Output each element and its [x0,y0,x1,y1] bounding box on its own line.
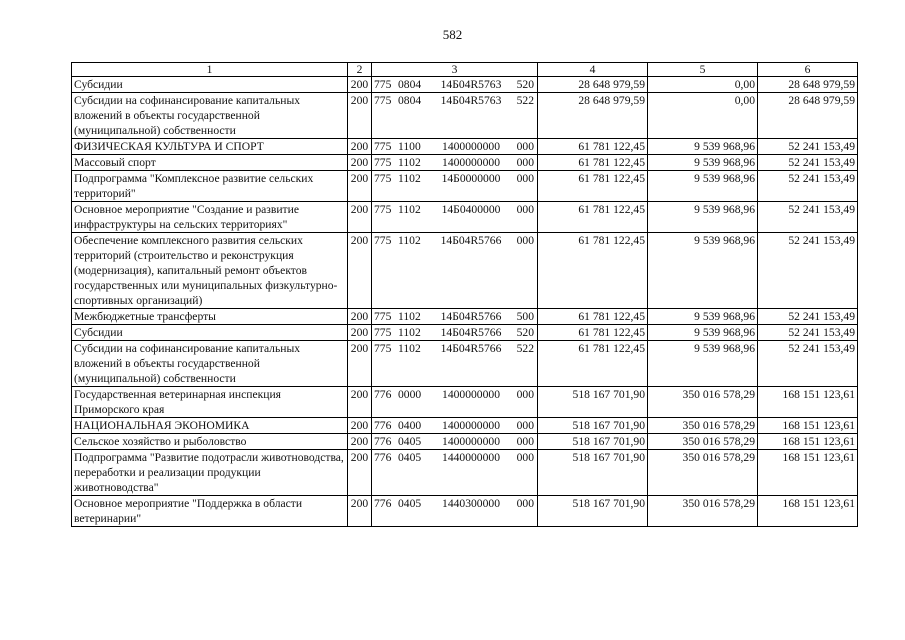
table-row [72,434,858,450]
row-name: Субсидии [72,77,348,93]
row-classification [372,450,538,496]
section-code: 0405 [398,451,422,464]
row-value-col5: 350 016 578,29 [648,434,758,450]
header-row [72,63,858,77]
target-code: 14Б04R5766 [440,310,502,323]
row-classification [372,387,538,418]
section-code: 0000 [398,388,422,401]
row-value-col4: 518 167 701,90 [538,450,648,496]
row-value-col6: 28 648 979,59 [758,77,858,93]
row-value-col4: 61 781 122,45 [538,341,648,387]
row-value-col5: 350 016 578,29 [648,418,758,434]
row-value-col4: 518 167 701,90 [538,496,648,527]
section-code: 1102 [398,326,421,339]
admin-code: 775 [374,78,392,91]
row-name: Субсидии на софинансирование капитальных вложений в объекты государственной (муниципальной) собственности [72,93,348,139]
admin-code: 776 [374,388,392,401]
row-code: 200 [348,155,372,171]
page-number: 582 [442,27,463,42]
admin-code: 775 [374,234,392,247]
row-value-col4: 61 781 122,45 [538,155,648,171]
expense-type-code: 000 [516,140,534,153]
row-value-col4: 61 781 122,45 [538,139,648,155]
section-code: 1100 [398,140,421,153]
column-header: 6 [758,63,858,77]
row-value-col6: 52 241 153,49 [758,309,858,325]
table-row [72,309,858,325]
row-name: Основное мероприятие "Поддержка в области ветеринарии" [72,496,348,527]
target-code: 1400000000 [442,140,500,153]
target-code: 1400000000 [442,156,500,169]
row-value-col5: 0,00 [648,77,758,93]
row-value-col4: 518 167 701,90 [538,434,648,450]
target-code: 1440000000 [442,451,500,464]
target-code: 1400000000 [442,388,500,401]
row-value-col6: 52 241 153,49 [758,139,858,155]
row-value-col5: 9 539 968,96 [648,155,758,171]
row-classification [372,139,538,155]
section-code: 1102 [398,156,421,169]
section-code: 1102 [398,342,421,355]
expense-type-code: 500 [516,310,534,323]
table-row [72,496,858,527]
admin-code: 776 [374,497,392,510]
row-value-col4: 28 648 979,59 [538,77,648,93]
row-name: Сельское хозяйство и рыболовство [72,434,348,450]
section-code: 0405 [398,435,422,448]
row-value-col6: 168 151 123,61 [758,450,858,496]
table-row [72,93,858,139]
row-value-col6: 168 151 123,61 [758,387,858,418]
target-code: 14Б04R5763 [440,94,502,107]
target-code: 1440300000 [442,497,500,510]
row-classification [372,171,538,202]
section-code: 1102 [398,310,421,323]
target-code: 14Б04R5766 [440,342,502,355]
row-value-col5: 0,00 [648,93,758,139]
row-classification [372,155,538,171]
row-name: ФИЗИЧЕСКАЯ КУЛЬТУРА И СПОРТ [72,139,348,155]
row-classification [372,77,538,93]
row-value-col5: 9 539 968,96 [648,139,758,155]
row-value-col4: 28 648 979,59 [538,93,648,139]
expense-type-code: 000 [516,435,534,448]
admin-code: 775 [374,326,392,339]
admin-code: 775 [374,94,392,107]
target-code: 14Б04R5763 [440,78,502,91]
row-value-col6: 52 241 153,49 [758,202,858,233]
row-classification [372,93,538,139]
table-row [72,77,858,93]
row-value-col4: 61 781 122,45 [538,202,648,233]
target-code: 1400000000 [442,435,500,448]
expense-type-code: 000 [516,203,534,216]
row-value-col5: 9 539 968,96 [648,309,758,325]
row-name: Субсидии [72,325,348,341]
row-value-col4: 61 781 122,45 [538,171,648,202]
row-code: 200 [348,77,372,93]
row-value-col5: 350 016 578,29 [648,496,758,527]
row-name: Государственная ветеринарная инспекция Приморского края [72,387,348,418]
section-code: 0804 [398,94,422,107]
row-code: 200 [348,202,372,233]
row-value-col4: 518 167 701,90 [538,418,648,434]
table-row [72,171,858,202]
row-value-col6: 168 151 123,61 [758,418,858,434]
row-value-col6: 52 241 153,49 [758,325,858,341]
target-code: 1400000000 [442,419,500,432]
expense-type-code: 000 [516,497,534,510]
column-header: 3 [372,63,538,77]
expense-type-code: 000 [516,419,534,432]
row-value-col5: 9 539 968,96 [648,171,758,202]
row-code: 200 [348,93,372,139]
expense-type-code: 522 [516,342,534,355]
row-code: 200 [348,418,372,434]
row-code: 200 [348,450,372,496]
row-code: 200 [348,387,372,418]
row-value-col5: 350 016 578,29 [648,450,758,496]
row-value-col5: 9 539 968,96 [648,341,758,387]
row-classification [372,434,538,450]
expense-type-code: 000 [516,156,534,169]
admin-code: 775 [374,310,392,323]
row-name: Обеспечение комплексного развития сельских территорий (строительство и реконструкция (модернизация), капитальный ремонт объектов государственных или муниципальных физкультурно-спортивных организаций) [72,233,348,309]
row-value-col4: 518 167 701,90 [538,387,648,418]
row-value-col6: 52 241 153,49 [758,341,858,387]
table-row [72,325,858,341]
budget-table [71,62,858,527]
row-code: 200 [348,325,372,341]
row-name: Основное мероприятие "Создание и развитие инфраструктуры на сельских территориях" [72,202,348,233]
row-classification [372,233,538,309]
admin-code: 775 [374,172,392,185]
expense-type-code: 000 [516,234,534,247]
section-code: 0405 [398,497,422,510]
expense-type-code: 522 [516,94,534,107]
column-header: 5 [648,63,758,77]
table-row [72,341,858,387]
row-code: 200 [348,139,372,155]
admin-code: 775 [374,156,392,169]
table-row [72,418,858,434]
admin-code: 776 [374,435,392,448]
row-name: Межбюджетные трансферты [72,309,348,325]
row-value-col5: 9 539 968,96 [648,233,758,309]
expense-type-code: 000 [516,172,534,185]
row-code: 200 [348,341,372,387]
row-value-col4: 61 781 122,45 [538,325,648,341]
table-row [72,202,858,233]
row-code: 200 [348,496,372,527]
row-value-col6: 168 151 123,61 [758,496,858,527]
expense-type-code: 520 [516,78,534,91]
table-row [72,155,858,171]
column-header: 1 [72,63,348,77]
target-code: 14Б0000000 [441,172,501,185]
table-row [72,450,858,496]
section-code: 1102 [398,234,421,247]
table-row [72,233,858,309]
row-code: 200 [348,434,372,450]
row-code: 200 [348,233,372,309]
table-row [72,387,858,418]
admin-code: 775 [374,203,392,216]
expense-type-code: 000 [516,388,534,401]
expense-type-code: 000 [516,451,534,464]
table-row [72,139,858,155]
row-value-col5: 9 539 968,96 [648,325,758,341]
column-header: 4 [538,63,648,77]
row-code: 200 [348,309,372,325]
row-code: 200 [348,171,372,202]
row-value-col5: 9 539 968,96 [648,202,758,233]
row-value-col6: 168 151 123,61 [758,434,858,450]
row-name: Подпрограмма "Комплексное развитие сельских территорий" [72,171,348,202]
admin-code: 775 [374,342,392,355]
row-classification [372,496,538,527]
row-value-col6: 52 241 153,49 [758,233,858,309]
section-code: 0804 [398,78,422,91]
section-code: 1102 [398,172,421,185]
expense-type-code: 520 [516,326,534,339]
target-code: 14Б0400000 [441,203,501,216]
row-value-col5: 350 016 578,29 [648,387,758,418]
admin-code: 776 [374,419,392,432]
row-value-col4: 61 781 122,45 [538,233,648,309]
row-value-col6: 28 648 979,59 [758,93,858,139]
row-name: Массовый спорт [72,155,348,171]
target-code: 14Б04R5766 [440,326,502,339]
row-value-col6: 52 241 153,49 [758,155,858,171]
target-code: 14Б04R5766 [440,234,502,247]
row-classification [372,325,538,341]
row-name: Подпрограмма "Развитие подотрасли животноводства, переработки и реализации продукции животноводства" [72,450,348,496]
section-code: 1102 [398,203,421,216]
row-classification [372,202,538,233]
row-value-col4: 61 781 122,45 [538,309,648,325]
row-name: Субсидии на софинансирование капитальных вложений в объекты государственной (муниципальной) собственности [72,341,348,387]
row-classification [372,309,538,325]
section-code: 0400 [398,419,422,432]
row-classification [372,418,538,434]
admin-code: 776 [374,451,392,464]
column-header: 2 [348,63,372,77]
admin-code: 775 [374,140,392,153]
row-value-col6: 52 241 153,49 [758,171,858,202]
row-classification [372,341,538,387]
row-name: НАЦИОНАЛЬНАЯ ЭКОНОМИКА [72,418,348,434]
